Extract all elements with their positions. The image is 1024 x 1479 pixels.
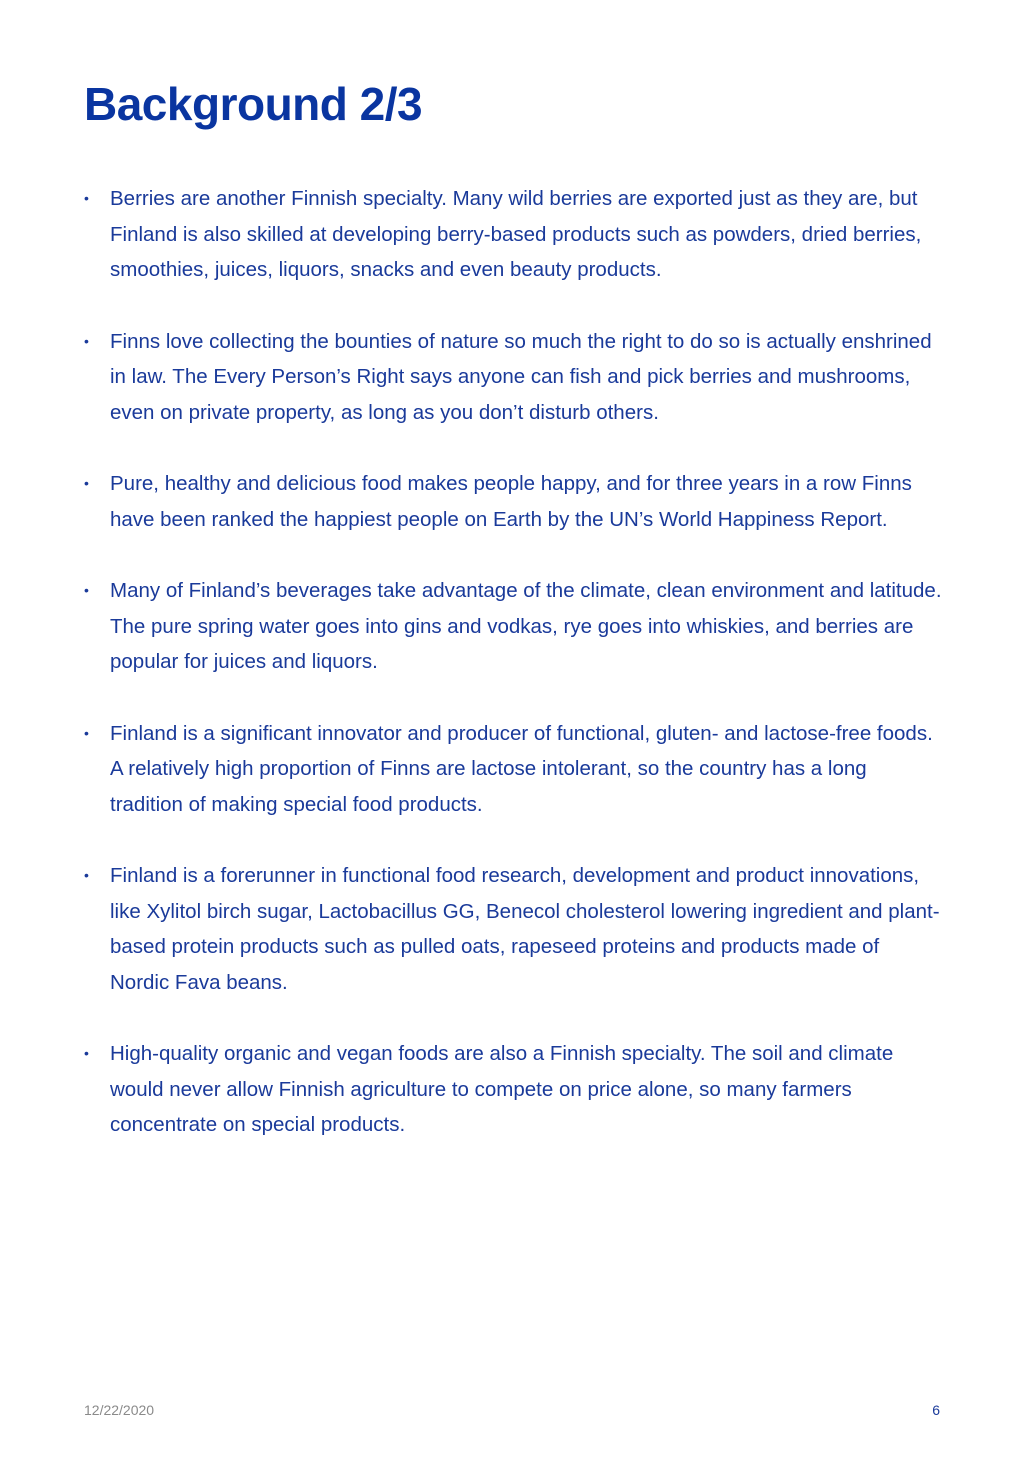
- bullet-item: [84, 324, 944, 431]
- bullet-list: [84, 181, 944, 1179]
- bullet-item: [84, 1036, 944, 1143]
- page-title: Background 2/3: [84, 78, 423, 130]
- bullet-marker: •: [84, 724, 89, 741]
- bullet-item: [84, 466, 944, 537]
- bullet-item: [84, 181, 944, 288]
- bullet-marker: •: [84, 867, 89, 883]
- page-number: 6: [932, 1402, 940, 1418]
- bullet-marker: •: [84, 475, 89, 491]
- bullet-text: Berries are another Finnish specialty. Many wild berries are exported just as they are, but Finland is also skilled at developing berry-based products such as powders, dried berries, smoothies, juices, liquors, snacks and even beauty products.: [110, 187, 922, 281]
- bullet-text: Finland is a forerunner in functional food research, development and product innovations, like Xylitol birch sugar, Lactobacillus GG, Benecol cholesterol lowering ingredient and plant-based protein products such as pulled oats, rapeseed proteins and products made of Nordic Fava beans.: [110, 864, 940, 994]
- bullet-marker: •: [84, 190, 89, 206]
- footer-date: 12/22/2020: [84, 1402, 155, 1418]
- bullet-text: High-quality organic and vegan foods are also a Finnish specialty. The soil and climate would never allow Finnish agriculture to compete on price alone, so many farmers concentrate on special products.: [110, 1042, 894, 1136]
- bullet-item: [84, 858, 944, 1000]
- bullet-item: [84, 716, 944, 823]
- bullet-item: [84, 573, 944, 680]
- bullet-text: Pure, healthy and delicious food makes people happy, and for three years in a row Finns have been ranked the happiest people on Earth by the UN’s World Happiness Report.: [110, 472, 912, 531]
- bullet-text: Many of Finland’s beverages take advantage of the climate, clean environment and latitude. The pure spring water goes into gins and vodkas, rye goes into whiskies, and berries are popular for juices and liquors.: [110, 579, 942, 673]
- bullet-text: Finland is a significant innovator and producer of functional, gluten- and lactose-free foods. A relatively high proportion of Finns are lactose intolerant, so the country has a long tradition of making special food products.: [110, 721, 933, 816]
- bullet-marker: •: [84, 1045, 89, 1061]
- bullet-text: Finns love collecting the bounties of nature so much the right to do so is actually enshrined in law. The Every Person’s Right says anyone can fish and pick berries and mushrooms, even on private property, as long as you don’t disturb others.: [110, 329, 932, 424]
- bullet-marker: •: [84, 332, 89, 349]
- bullet-marker: •: [84, 582, 89, 598]
